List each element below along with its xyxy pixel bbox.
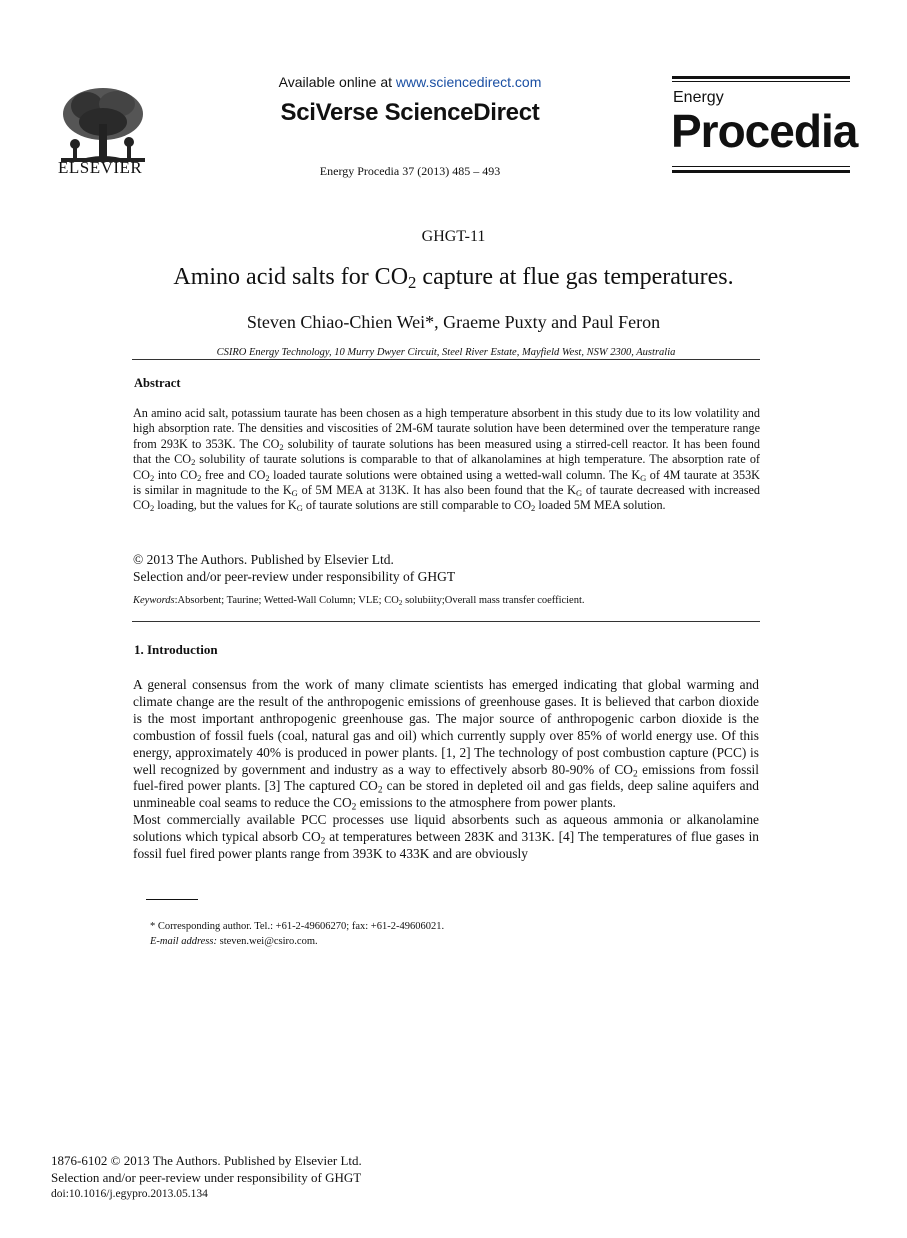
journal-logo-rule bbox=[672, 76, 850, 79]
paragraph: Most commercially available PCC processes use liquid absorbents such as aqueous ammonia or alkanolamine solutions which typical absorb $CO_2$ at temperatures between 283K and 313K. [4] The temperatures of flue gases in fossil fuel fired power plants range from 393K to 433K and are obviously bbox=[133, 812, 759, 862]
footnote-rule bbox=[146, 899, 198, 900]
copyright-notice: © 2013 The Authors. Published by Elsevier Ltd. Selection and/or peer-review under responsibility of GHGT bbox=[133, 552, 456, 584]
sciencedirect-link[interactable]: www.sciencedirect.com bbox=[395, 74, 542, 90]
abstract-heading: Abstract bbox=[134, 376, 181, 390]
section-heading-introduction: 1. Introduction bbox=[134, 642, 218, 657]
keywords: Keywords:Absorbent; Taurine; Wetted-Wall Column; VLE; $CO_2$ solubiity;Overall mass transfer coefficient. bbox=[133, 595, 585, 607]
platform-logo-text: SciVerse ScienceDirect bbox=[280, 99, 540, 126]
available-online: Available online at www.sciencedirect.com bbox=[278, 74, 542, 90]
introduction-text bbox=[133, 677, 759, 863]
publisher-name: ELSEVIER bbox=[58, 158, 143, 177]
journal-logo-rule bbox=[672, 166, 850, 167]
journal-logo-energy: Energy bbox=[673, 89, 724, 106]
divider bbox=[132, 621, 760, 622]
journal-logo-rule bbox=[672, 81, 850, 82]
abstract-text: An amino acid salt, potassium taurate has been chosen as a high temperature absorbent in this study due to its low volatility and high absorption rate. The densities and viscosities of 2M-6M taurate solution have been determined over the temperature range from 293K to 353K. The $CO_2$ solubility of taurate solutions has been measured using a stirred-cell reactor. It has been found that the $CO_2$ solubility of taurate solutions is comparable to that of alkanolamines at high temperature. The absorption rate of $CO_2$ into $CO_2$ free and $CO_2$ loaded taurate solutions were obtained using a wetted-wall column. The $K_G$ of 4M taurate at 353K is similar in magnitude to the $K_G$ of 5M MEA at 313K. It has also been found that the $K_G$ of taurate decreased with increased $CO_2$ loading, but the values for $K_G$ of taurate solutions are still comparable to $CO_2$ loaded 5M MEA solution. bbox=[133, 406, 760, 514]
journal-reference: Energy Procedia 37 (2013) 485 – 493 bbox=[319, 164, 501, 178]
author-list: Steven Chiao-Chien Wei*, Graeme Puxty and Paul Feron bbox=[246, 312, 661, 332]
footnote: * Corresponding author. Tel.: +61-2-49606270; fax: +61-2-49606021. E-mail address: steven.wei@csiro.com. bbox=[150, 921, 445, 947]
journal-logo-procedia: Procedia bbox=[671, 105, 858, 157]
article-title: Amino acid salts for $CO_2$ capture at flue gas temperatures. bbox=[173, 264, 734, 293]
page-footer: 1876-6102 © 2013 The Authors. Published by Elsevier Ltd. Selection and/or peer-review under responsibility of GHGT doi:10.1016/j.egypro.2013.05.134 bbox=[51, 1152, 362, 1203]
affiliation: CSIRO Energy Technology, 10 Murry Dwyer Circuit, Steel River Estate, Mayfield West, NSW 2300, Australia bbox=[216, 347, 676, 358]
divider bbox=[132, 359, 760, 360]
journal-logo-rule bbox=[672, 170, 850, 173]
doi[interactable]: doi:10.1016/j.egypro.2013.05.134 bbox=[51, 1188, 208, 1200]
paragraph: A general consensus from the work of many climate scientists has emerged indicating that global warming and climate change are the result of the anthropogenic emissions of greenhouse gases. It is believed that carbon dioxide is the most important anthropogenic greenhouse gas. The major source of anthropogenic carbon dioxide is the combustion of fossil fuels (coal, natural gas and oil) which currently supply over 85% of world energy use. Of this energy, approximately 40% is produced in power plants. [1, 2] The technology of post combustion capture (PCC) is well recognized by government and industry as a way to effectively absorb 80-90% of $CO_2$ emissions from fossil fuel-fired power plants. [3] The captured $CO_2$ can be stored in depleted oil and gas fields, deep saline aquifers and unmineable coal seams to reduce the $CO_2$ emissions to the atmosphere from power plants. bbox=[133, 677, 759, 813]
conference-label: GHGT-11 bbox=[421, 228, 486, 245]
email-link[interactable]: steven.wei@csiro.com. bbox=[216, 935, 318, 947]
